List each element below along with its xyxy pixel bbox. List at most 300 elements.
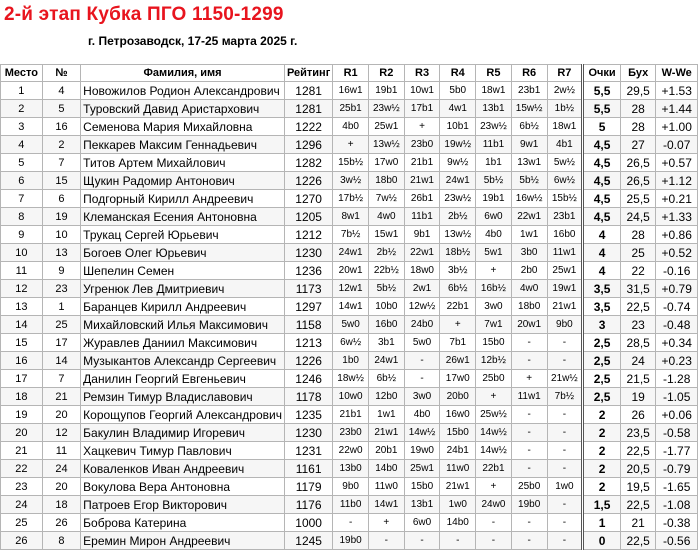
round-1-cell: 19b0 bbox=[333, 532, 369, 550]
buchholz-cell: 29,5 bbox=[620, 82, 655, 100]
round-3-cell: - bbox=[404, 370, 440, 388]
rating-cell: 1222 bbox=[284, 118, 332, 136]
points-cell: 4,5 bbox=[583, 172, 621, 190]
place-cell: 20 bbox=[1, 424, 43, 442]
number-cell: 11 bbox=[42, 442, 80, 460]
round-2-cell: 1w1 bbox=[368, 406, 404, 424]
player-name-cell: Ремзин Тимур Владиславович bbox=[81, 388, 285, 406]
round-6-cell: 20w1 bbox=[511, 316, 547, 334]
round-4-cell: 1w0 bbox=[440, 496, 476, 514]
col-header-points: Очки bbox=[583, 65, 621, 82]
buchholz-cell: 22,5 bbox=[620, 532, 655, 550]
number-cell: 8 bbox=[42, 532, 80, 550]
round-7-cell: - bbox=[547, 352, 583, 370]
number-cell: 1 bbox=[42, 298, 80, 316]
w-we-cell: +0.21 bbox=[656, 190, 698, 208]
rating-cell: 1231 bbox=[284, 442, 332, 460]
number-cell: 12 bbox=[42, 424, 80, 442]
round-3-cell: 10w1 bbox=[404, 82, 440, 100]
w-we-cell: -0.48 bbox=[656, 316, 698, 334]
place-cell: 23 bbox=[1, 478, 43, 496]
number-cell: 20 bbox=[42, 478, 80, 496]
player-name-cell: Еремин Мирон Андреевич bbox=[81, 532, 285, 550]
table-row bbox=[1, 82, 698, 100]
rating-cell: 1226 bbox=[284, 172, 332, 190]
round-6-cell: 3b0 bbox=[511, 244, 547, 262]
round-2-cell: - bbox=[368, 532, 404, 550]
table-row bbox=[1, 190, 698, 208]
points-cell: 2 bbox=[583, 406, 621, 424]
player-name-cell: Подгорный Кирилл Андреевич bbox=[81, 190, 285, 208]
w-we-cell: +1.12 bbox=[656, 172, 698, 190]
table-row bbox=[1, 424, 698, 442]
player-name-cell: Богоев Олег Юрьевич bbox=[81, 244, 285, 262]
round-5-cell: 12b½ bbox=[476, 352, 512, 370]
round-7-cell: 1w0 bbox=[547, 478, 583, 496]
rating-cell: 1226 bbox=[284, 352, 332, 370]
page-title: 2-й этап Кубка ПГО 1150-1299 bbox=[4, 4, 284, 25]
round-6-cell: + bbox=[511, 370, 547, 388]
round-2-cell: 7w½ bbox=[368, 190, 404, 208]
round-4-cell: 18b½ bbox=[440, 244, 476, 262]
w-we-cell: -1.28 bbox=[656, 370, 698, 388]
col-header-r1: R1 bbox=[333, 65, 369, 82]
round-2-cell: 4w0 bbox=[368, 208, 404, 226]
player-name-cell: Новожилов Родион Александрович bbox=[81, 82, 285, 100]
round-3-cell: 18w0 bbox=[404, 262, 440, 280]
col-header-r7: R7 bbox=[547, 65, 583, 82]
number-cell: 16 bbox=[42, 118, 80, 136]
round-5-cell: 24w0 bbox=[476, 496, 512, 514]
round-6-cell: 1w1 bbox=[511, 226, 547, 244]
round-1-cell: 18w½ bbox=[333, 370, 369, 388]
round-7-cell: 18w1 bbox=[547, 118, 583, 136]
round-3-cell: 21b1 bbox=[404, 154, 440, 172]
rating-cell: 1205 bbox=[284, 208, 332, 226]
round-5-cell: 5b½ bbox=[476, 172, 512, 190]
w-we-cell: -0.56 bbox=[656, 532, 698, 550]
round-3-cell: 14w½ bbox=[404, 424, 440, 442]
points-cell: 1,5 bbox=[583, 496, 621, 514]
round-3-cell: 13b1 bbox=[404, 496, 440, 514]
round-5-cell: 11b1 bbox=[476, 136, 512, 154]
round-1-cell: 15b½ bbox=[333, 154, 369, 172]
place-cell: 17 bbox=[1, 370, 43, 388]
player-name-cell: Данилин Георгий Евгеньевич bbox=[81, 370, 285, 388]
points-cell: 4,5 bbox=[583, 208, 621, 226]
number-cell: 9 bbox=[42, 262, 80, 280]
points-cell: 1 bbox=[583, 514, 621, 532]
round-2-cell: 20b1 bbox=[368, 442, 404, 460]
player-name-cell: Угренюк Лев Дмитриевич bbox=[81, 280, 285, 298]
round-4-cell: 21w1 bbox=[440, 478, 476, 496]
points-cell: 2 bbox=[583, 478, 621, 496]
col-header-rating: Рейтинг bbox=[284, 65, 332, 82]
round-7-cell: 25w1 bbox=[547, 262, 583, 280]
round-2-cell: 21w1 bbox=[368, 424, 404, 442]
number-cell: 4 bbox=[42, 82, 80, 100]
points-cell: 2,5 bbox=[583, 334, 621, 352]
place-cell: 24 bbox=[1, 496, 43, 514]
round-3-cell: - bbox=[404, 352, 440, 370]
number-cell: 18 bbox=[42, 496, 80, 514]
number-cell: 23 bbox=[42, 280, 80, 298]
table-row bbox=[1, 442, 698, 460]
buchholz-cell: 28 bbox=[620, 226, 655, 244]
round-4-cell: 3b½ bbox=[440, 262, 476, 280]
number-cell: 26 bbox=[42, 514, 80, 532]
round-4-cell: 14b0 bbox=[440, 514, 476, 532]
round-3-cell: 17b1 bbox=[404, 100, 440, 118]
col-header-r4: R4 bbox=[440, 65, 476, 82]
rating-cell: 1281 bbox=[284, 100, 332, 118]
player-name-cell: Вокулова Вера Антоновна bbox=[81, 478, 285, 496]
buchholz-cell: 21,5 bbox=[620, 370, 655, 388]
round-4-cell: 11w0 bbox=[440, 460, 476, 478]
round-7-cell: - bbox=[547, 460, 583, 478]
buchholz-cell: 20,5 bbox=[620, 460, 655, 478]
round-4-cell: 6b½ bbox=[440, 280, 476, 298]
table-row bbox=[1, 334, 698, 352]
number-cell: 19 bbox=[42, 208, 80, 226]
round-6-cell: - bbox=[511, 424, 547, 442]
buchholz-cell: 24,5 bbox=[620, 208, 655, 226]
buchholz-cell: 23 bbox=[620, 316, 655, 334]
rating-cell: 1297 bbox=[284, 298, 332, 316]
round-7-cell: 4b1 bbox=[547, 136, 583, 154]
round-7-cell: 1b½ bbox=[547, 100, 583, 118]
round-5-cell: + bbox=[476, 262, 512, 280]
player-name-cell: Клеманская Есения Антоновна bbox=[81, 208, 285, 226]
player-name-cell: Туровский Давид Аристархович bbox=[81, 100, 285, 118]
round-6-cell: 15w½ bbox=[511, 100, 547, 118]
col-header-place: Место bbox=[1, 65, 43, 82]
points-cell: 2,5 bbox=[583, 370, 621, 388]
player-name-cell: Семенова Мария Михайловна bbox=[81, 118, 285, 136]
round-3-cell: 3w0 bbox=[404, 388, 440, 406]
place-cell: 10 bbox=[1, 244, 43, 262]
rating-cell: 1213 bbox=[284, 334, 332, 352]
points-cell: 3 bbox=[583, 316, 621, 334]
round-6-cell: 23b1 bbox=[511, 82, 547, 100]
table-row bbox=[1, 100, 698, 118]
number-cell: 10 bbox=[42, 226, 80, 244]
points-cell: 4 bbox=[583, 262, 621, 280]
round-5-cell: 4b0 bbox=[476, 226, 512, 244]
points-cell: 2 bbox=[583, 424, 621, 442]
round-1-cell: 16w1 bbox=[333, 82, 369, 100]
round-4-cell: - bbox=[440, 532, 476, 550]
w-we-cell: -0.16 bbox=[656, 262, 698, 280]
table-row bbox=[1, 136, 698, 154]
round-3-cell: 4b0 bbox=[404, 406, 440, 424]
player-name-cell: Титов Артем Михайлович bbox=[81, 154, 285, 172]
w-we-cell: -1.08 bbox=[656, 496, 698, 514]
round-2-cell: 10b0 bbox=[368, 298, 404, 316]
round-5-cell: 19b1 bbox=[476, 190, 512, 208]
event-subtitle: г. Петрозаводск, 17-25 марта 2025 г. bbox=[88, 34, 298, 48]
round-7-cell: 15b½ bbox=[547, 190, 583, 208]
round-1-cell: 7b½ bbox=[333, 226, 369, 244]
number-cell: 13 bbox=[42, 244, 80, 262]
number-cell: 21 bbox=[42, 388, 80, 406]
round-4-cell: 5b0 bbox=[440, 82, 476, 100]
round-7-cell: 9b0 bbox=[547, 316, 583, 334]
buchholz-cell: 19 bbox=[620, 388, 655, 406]
round-1-cell: 5w0 bbox=[333, 316, 369, 334]
round-6-cell: 18b0 bbox=[511, 298, 547, 316]
round-1-cell: 13b0 bbox=[333, 460, 369, 478]
buchholz-cell: 25 bbox=[620, 244, 655, 262]
round-1-cell: 14w1 bbox=[333, 298, 369, 316]
round-6-cell: - bbox=[511, 352, 547, 370]
round-7-cell: 6w½ bbox=[547, 172, 583, 190]
round-3-cell: - bbox=[404, 532, 440, 550]
round-6-cell: 9w1 bbox=[511, 136, 547, 154]
rating-cell: 1158 bbox=[284, 316, 332, 334]
round-6-cell: 13w1 bbox=[511, 154, 547, 172]
table-row bbox=[1, 298, 698, 316]
w-we-cell: +1.53 bbox=[656, 82, 698, 100]
round-4-cell: 13w½ bbox=[440, 226, 476, 244]
round-3-cell: 19w0 bbox=[404, 442, 440, 460]
buchholz-cell: 22 bbox=[620, 262, 655, 280]
round-2-cell: 2b½ bbox=[368, 244, 404, 262]
round-1-cell: 9b0 bbox=[333, 478, 369, 496]
round-1-cell: 21b1 bbox=[333, 406, 369, 424]
round-7-cell: - bbox=[547, 334, 583, 352]
place-cell: 1 bbox=[1, 82, 43, 100]
round-5-cell: 15b0 bbox=[476, 334, 512, 352]
player-name-cell: Коваленков Иван Андреевич bbox=[81, 460, 285, 478]
round-4-cell: 15b0 bbox=[440, 424, 476, 442]
number-cell: 7 bbox=[42, 154, 80, 172]
round-4-cell: + bbox=[440, 316, 476, 334]
round-1-cell: 11b0 bbox=[333, 496, 369, 514]
round-2-cell: 13w½ bbox=[368, 136, 404, 154]
w-we-cell: +0.86 bbox=[656, 226, 698, 244]
place-cell: 3 bbox=[1, 118, 43, 136]
number-cell: 17 bbox=[42, 334, 80, 352]
table-row bbox=[1, 478, 698, 496]
w-we-cell: -1.65 bbox=[656, 478, 698, 496]
round-1-cell: 22w0 bbox=[333, 442, 369, 460]
round-7-cell: 5w½ bbox=[547, 154, 583, 172]
round-3-cell: 25w1 bbox=[404, 460, 440, 478]
place-cell: 8 bbox=[1, 208, 43, 226]
points-cell: 4,5 bbox=[583, 136, 621, 154]
buchholz-cell: 22,5 bbox=[620, 442, 655, 460]
buchholz-cell: 28,5 bbox=[620, 334, 655, 352]
table-row bbox=[1, 532, 698, 550]
table-row bbox=[1, 496, 698, 514]
table-row bbox=[1, 406, 698, 424]
round-4-cell: 17w0 bbox=[440, 370, 476, 388]
round-2-cell: 3b1 bbox=[368, 334, 404, 352]
round-3-cell: 6w0 bbox=[404, 514, 440, 532]
round-4-cell: 23w½ bbox=[440, 190, 476, 208]
points-cell: 0 bbox=[583, 532, 621, 550]
number-cell: 6 bbox=[42, 190, 80, 208]
col-header-r3: R3 bbox=[404, 65, 440, 82]
points-cell: 2,5 bbox=[583, 352, 621, 370]
round-3-cell: + bbox=[404, 118, 440, 136]
round-2-cell: 5b½ bbox=[368, 280, 404, 298]
table-row bbox=[1, 226, 698, 244]
col-header-r6: R6 bbox=[511, 65, 547, 82]
place-cell: 2 bbox=[1, 100, 43, 118]
player-name-cell: Музыкантов Александр Сергеевич bbox=[81, 352, 285, 370]
round-2-cell: 14w1 bbox=[368, 496, 404, 514]
place-cell: 5 bbox=[1, 154, 43, 172]
round-4-cell: 20b0 bbox=[440, 388, 476, 406]
table-row bbox=[1, 280, 698, 298]
player-name-cell: Михайловский Илья Максимович bbox=[81, 316, 285, 334]
buchholz-cell: 28 bbox=[620, 100, 655, 118]
place-cell: 16 bbox=[1, 352, 43, 370]
round-7-cell: 21w½ bbox=[547, 370, 583, 388]
round-6-cell: - bbox=[511, 532, 547, 550]
round-2-cell: 24w1 bbox=[368, 352, 404, 370]
player-name-cell: Журавлев Даниил Максимович bbox=[81, 334, 285, 352]
table-row bbox=[1, 316, 698, 334]
place-cell: 14 bbox=[1, 316, 43, 334]
round-5-cell: - bbox=[476, 514, 512, 532]
table-row bbox=[1, 370, 698, 388]
rating-cell: 1173 bbox=[284, 280, 332, 298]
table-row bbox=[1, 118, 698, 136]
number-cell: 25 bbox=[42, 316, 80, 334]
round-4-cell: 16w0 bbox=[440, 406, 476, 424]
place-cell: 15 bbox=[1, 334, 43, 352]
rating-cell: 1236 bbox=[284, 262, 332, 280]
round-6-cell: 16w½ bbox=[511, 190, 547, 208]
round-6-cell: 6b½ bbox=[511, 118, 547, 136]
points-cell: 5,5 bbox=[583, 82, 621, 100]
round-2-cell: 14b0 bbox=[368, 460, 404, 478]
round-4-cell: 9w½ bbox=[440, 154, 476, 172]
round-5-cell: 3w0 bbox=[476, 298, 512, 316]
place-cell: 4 bbox=[1, 136, 43, 154]
round-1-cell: 4b0 bbox=[333, 118, 369, 136]
round-1-cell: 17b½ bbox=[333, 190, 369, 208]
w-we-cell: -0.79 bbox=[656, 460, 698, 478]
round-3-cell: 11b1 bbox=[404, 208, 440, 226]
round-6-cell: - bbox=[511, 334, 547, 352]
round-2-cell: 12b0 bbox=[368, 388, 404, 406]
round-3-cell: 12w½ bbox=[404, 298, 440, 316]
buchholz-cell: 25,5 bbox=[620, 190, 655, 208]
player-name-cell: Пеккарев Максим Геннадьевич bbox=[81, 136, 285, 154]
round-6-cell: - bbox=[511, 460, 547, 478]
round-5-cell: 5w1 bbox=[476, 244, 512, 262]
round-1-cell: 6w½ bbox=[333, 334, 369, 352]
col-header-w-we: W-We bbox=[656, 65, 698, 82]
round-5-cell: 1b1 bbox=[476, 154, 512, 172]
buchholz-cell: 22,5 bbox=[620, 298, 655, 316]
round-4-cell: 4w1 bbox=[440, 100, 476, 118]
round-4-cell: 7b1 bbox=[440, 334, 476, 352]
place-cell: 18 bbox=[1, 388, 43, 406]
rating-cell: 1161 bbox=[284, 460, 332, 478]
buchholz-cell: 22,5 bbox=[620, 496, 655, 514]
buchholz-cell: 31,5 bbox=[620, 280, 655, 298]
rating-cell: 1235 bbox=[284, 406, 332, 424]
points-cell: 5 bbox=[583, 118, 621, 136]
w-we-cell: +0.34 bbox=[656, 334, 698, 352]
round-1-cell: 1b0 bbox=[333, 352, 369, 370]
round-7-cell: 2w½ bbox=[547, 82, 583, 100]
round-4-cell: 24b1 bbox=[440, 442, 476, 460]
round-7-cell: - bbox=[547, 496, 583, 514]
w-we-cell: +0.79 bbox=[656, 280, 698, 298]
place-cell: 7 bbox=[1, 190, 43, 208]
round-2-cell: 22b½ bbox=[368, 262, 404, 280]
round-5-cell: 22b1 bbox=[476, 460, 512, 478]
table-row bbox=[1, 154, 698, 172]
player-name-cell: Боброва Катерина bbox=[81, 514, 285, 532]
buchholz-cell: 26,5 bbox=[620, 154, 655, 172]
rating-cell: 1000 bbox=[284, 514, 332, 532]
round-6-cell: 5b½ bbox=[511, 172, 547, 190]
player-name-cell: Шепелин Семен bbox=[81, 262, 285, 280]
round-6-cell: 11w1 bbox=[511, 388, 547, 406]
round-7-cell: - bbox=[547, 406, 583, 424]
table-row bbox=[1, 172, 698, 190]
round-5-cell: + bbox=[476, 388, 512, 406]
col-header-r5: R5 bbox=[476, 65, 512, 82]
buchholz-cell: 21 bbox=[620, 514, 655, 532]
player-name-cell: Баранцев Кирилл Андреевич bbox=[81, 298, 285, 316]
points-cell: 2 bbox=[583, 460, 621, 478]
rating-cell: 1212 bbox=[284, 226, 332, 244]
w-we-cell: +0.52 bbox=[656, 244, 698, 262]
points-cell: 4,5 bbox=[583, 154, 621, 172]
round-2-cell: 17w0 bbox=[368, 154, 404, 172]
round-7-cell: 21w1 bbox=[547, 298, 583, 316]
round-6-cell: - bbox=[511, 442, 547, 460]
points-cell: 2 bbox=[583, 442, 621, 460]
points-cell: 3,5 bbox=[583, 298, 621, 316]
round-2-cell: 25w1 bbox=[368, 118, 404, 136]
rating-cell: 1245 bbox=[284, 532, 332, 550]
col-header-number: № bbox=[42, 65, 80, 82]
rating-cell: 1282 bbox=[284, 154, 332, 172]
buchholz-cell: 23,5 bbox=[620, 424, 655, 442]
points-cell: 4 bbox=[583, 244, 621, 262]
header-row bbox=[1, 65, 698, 82]
place-cell: 11 bbox=[1, 262, 43, 280]
number-cell: 20 bbox=[42, 406, 80, 424]
place-cell: 13 bbox=[1, 298, 43, 316]
round-7-cell: - bbox=[547, 532, 583, 550]
round-5-cell: 14w½ bbox=[476, 442, 512, 460]
results-body bbox=[1, 82, 698, 550]
round-2-cell: + bbox=[368, 514, 404, 532]
w-we-cell: -0.07 bbox=[656, 136, 698, 154]
table-row bbox=[1, 262, 698, 280]
round-5-cell: 14w½ bbox=[476, 424, 512, 442]
round-5-cell: 16b½ bbox=[476, 280, 512, 298]
number-cell: 24 bbox=[42, 460, 80, 478]
round-1-cell: 20w1 bbox=[333, 262, 369, 280]
round-4-cell: 19w½ bbox=[440, 136, 476, 154]
col-header-buchholz: Бух bbox=[620, 65, 655, 82]
rating-cell: 1178 bbox=[284, 388, 332, 406]
w-we-cell: -1.77 bbox=[656, 442, 698, 460]
round-1-cell: 24w1 bbox=[333, 244, 369, 262]
round-3-cell: 9b1 bbox=[404, 226, 440, 244]
